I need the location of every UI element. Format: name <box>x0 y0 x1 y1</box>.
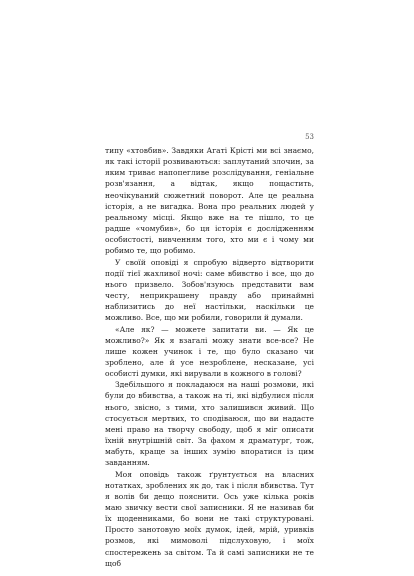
paragraph: Моя оповідь також ґрунтується на власних нотатках, зроблених як до, так і після вбивства. Тут я волів би дещо пояснити. Ось уже кілька років маю звичку вести свої записники. Я не називав би їх щоденниками, бо вони не такі структуровані. Просто занотовую моїх думок, ідей, мрій, уривків розмов, які мимоволі підслуховую, і моїх спостережень за світом. Та й самі записники не те щоб <box>105 469 314 568</box>
paragraph: типу «хтовбив». Завдяки Агаті Крісті ми всі знаємо, як такі історії розвиваються: заплутаний злочин, за яким триває напопегливе розслідування, геніальне розв'язання, а відтак, якщо пощастить, неочікуваний сюжетний поворот. Але це реальна історія, а не вигадка. Вона про реальних людей у реальному місці. Якщо вже на те пішло, то це радше «чомубив», бо ця історія є дослідженням особистості, вивченням того, хто ми є і чому ми робимо те, що робимо. <box>105 146 314 256</box>
paragraph: У своїй оповіді я спробую відверто відтворити події тієї жахливої ночі: саме вбивство і все, що до нього призвело. Зобов'язуюсь представити вам честу, неприкрашену правду або принаймні наблизитись до неї настільки, наскільки це можливо. Все, що ми робили, говорили й думали. <box>105 257 314 323</box>
body-text <box>105 145 314 569</box>
paragraph: «Але як? — можете запитати ви. — Як це можливо?» Як я взагалі можу знати все-все? Не лише кожен учинок і те, що було сказано чи зроблено, але й усе незроблене, несказане, усі особисті думки, які вирували в кожного в голові? <box>105 324 314 379</box>
paragraph: Здебільшого я покладаюся на наші розмови, які були до вбивства, а також на ті, які відбулися після нього, звісно, з тими, хто залишився живий. Що стосується мертвих, то сподіваюся, що ви надасте мені право на творчу свободу, щоб я міг описати їхній внутрішній світ. За фахом я драматург, тож, мабуть, краще за інших зумію впоратися із цим завданням. <box>105 380 314 468</box>
page-number: 53 <box>305 133 314 141</box>
